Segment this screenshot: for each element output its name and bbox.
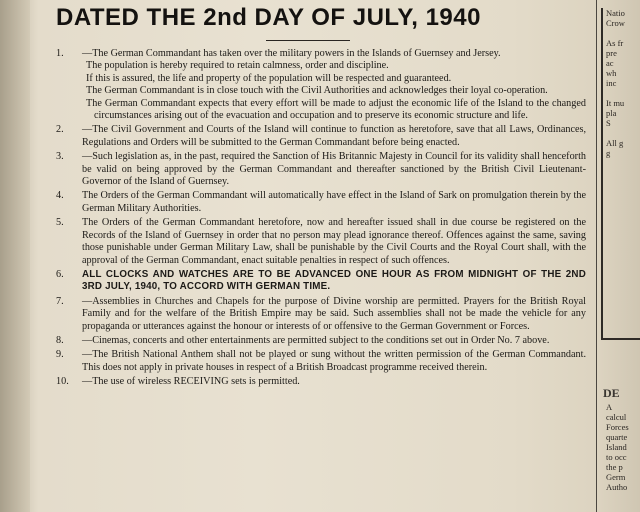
order-number: 2. [56, 124, 64, 136]
order-item [56, 296, 586, 333]
column-text-line: pre [606, 48, 617, 58]
column-text-line: S [606, 118, 611, 128]
order-number: 3. [56, 151, 64, 163]
order-item [56, 269, 586, 294]
column-text-line [603, 128, 640, 138]
proclamation-column [38, 0, 586, 512]
order-item [56, 217, 586, 267]
order-text: —The use of wireless RECEIVING sets is permitted. [82, 376, 300, 388]
order-text: —The Civil Government and Courts of the Island will continue to function as heretofore, save that all Laws, Ordinances, Regulations and Orders will be submitted to the German Commandant before being enacted. [82, 124, 586, 148]
column-text-line: to occ [606, 452, 627, 462]
order-text: The Orders of the German Commandant heretofore, now and hereafter issued shall in due course be registered on the Records of the Island of Guernsey in order that no person may plead ignorance thereof. Offences against the same, saving those punishable under German Military Law, shall be punishable by the Civil Courts and the Royal Court shall, with the approval of the German Commandant, enact suitable penalties in respect of such offences. [82, 217, 586, 266]
headline-rule [266, 40, 350, 41]
column-text-line: quarte [606, 432, 628, 442]
order-item [56, 376, 586, 388]
column-text-line: calcul [606, 412, 627, 422]
column-text-line: g [606, 148, 611, 158]
order-text: —The British National Anthem shall not be played or sung without the written permission of the German Commandant. This does not apply in private houses in respect of a British Broadcast programme received therein. [82, 349, 586, 373]
order-subparagraph: The German Commandant is in close touch with the Civil Authorities and acknowledges their loyal co-operation. [86, 85, 548, 97]
order-item [56, 151, 586, 188]
adjacent-heading: DE [603, 386, 620, 400]
order-subparagraph: The population is hereby required to retain calmness, order and discipline. [86, 60, 389, 72]
column-text-line: Crow [606, 18, 625, 28]
order-item [56, 124, 586, 149]
column-text-line [603, 88, 640, 98]
order-number: 8. [56, 334, 64, 346]
order-number: 10. [56, 376, 69, 388]
order-text: —Such legislation as, in the past, required the Sanction of His Britannic Majesty in Council for its validity shall henceforth be valid on being approved by the German Commandant and thereafter sanctioned by the British Civil Lieutenant-Governor of the Island of Guernsey. [82, 151, 586, 188]
boxed-notice-text [603, 8, 640, 158]
column-text-line: inc [606, 78, 617, 88]
order-text: —Cinemas, concerts and other entertainments are permitted subject to the conditions set out in Order No. 7 above. [82, 334, 550, 346]
adjacent-column [596, 0, 640, 512]
column-text-line: Forces [606, 422, 629, 432]
order-number: 7. [56, 295, 64, 307]
column-text-line: wh [606, 68, 617, 78]
order-item [56, 190, 586, 215]
order-text: —Assemblies in Churches and Chapels for the purpose of Divine worship are permitted. Prayers for the British Royal Family and for the welfare of the British Empire may be said. Such assemblies shall not be made the vehicle for any propaganda or utterances against the honour or interests of or offensive to the German Government or Forces. [82, 295, 586, 332]
column-text-line: All g [606, 138, 624, 148]
column-text-line: the p [606, 462, 623, 472]
order-text: ALL CLOCKS AND WATCHES ARE TO BE ADVANCED ONE HOUR AS FROM MIDNIGHT OF THE 2ND 3RD JULY, 1940, TO ACCORD WITH GERMAN TIME. [82, 268, 586, 293]
column-text-line: A [606, 402, 613, 412]
orders-list [56, 48, 586, 391]
order-number: 1. [56, 48, 64, 59]
order-number: 4. [56, 190, 64, 202]
headline: DATED THE 2nd DAY OF JULY, 1940 [56, 4, 481, 31]
order-subparagraph: If this is assured, the life and property of the population will be respected and guaranteed. [86, 72, 452, 84]
order-number: 6. [56, 268, 64, 280]
column-text-line [603, 28, 640, 38]
order-item [56, 349, 586, 374]
column-text-line: It mu [606, 98, 625, 108]
order-item [56, 335, 586, 347]
column-text-line: ac [606, 58, 614, 68]
column-text-line: Germ [606, 472, 626, 482]
order-item [56, 48, 586, 122]
boxed-notice [601, 8, 640, 340]
column-text-line: As fr [606, 38, 624, 48]
adjacent-article-text [603, 402, 639, 492]
order-subparagraph: The German Commandant expects that every effort will be made to adjust the economic life of the Island to the changed circumstances arising out of the evacuation and occupation and to preserve its economic structure and life. [86, 97, 586, 122]
order-number: 5. [56, 217, 64, 229]
order-text: —The German Commandant has taken over the military powers in the Islands of Guernsey and Jersey. [82, 48, 501, 59]
column-text-line: Island [606, 442, 627, 452]
column-text-line: Natio [606, 8, 625, 18]
order-text: The Orders of the German Commandant will automatically have effect in the Island of Sark on promulgation therein by the German Military Authorities. [82, 190, 586, 214]
column-text-line: pla [606, 108, 617, 118]
page-fold-edge [0, 0, 30, 512]
order-number: 9. [56, 349, 64, 361]
column-text-line: Autho [606, 482, 628, 492]
